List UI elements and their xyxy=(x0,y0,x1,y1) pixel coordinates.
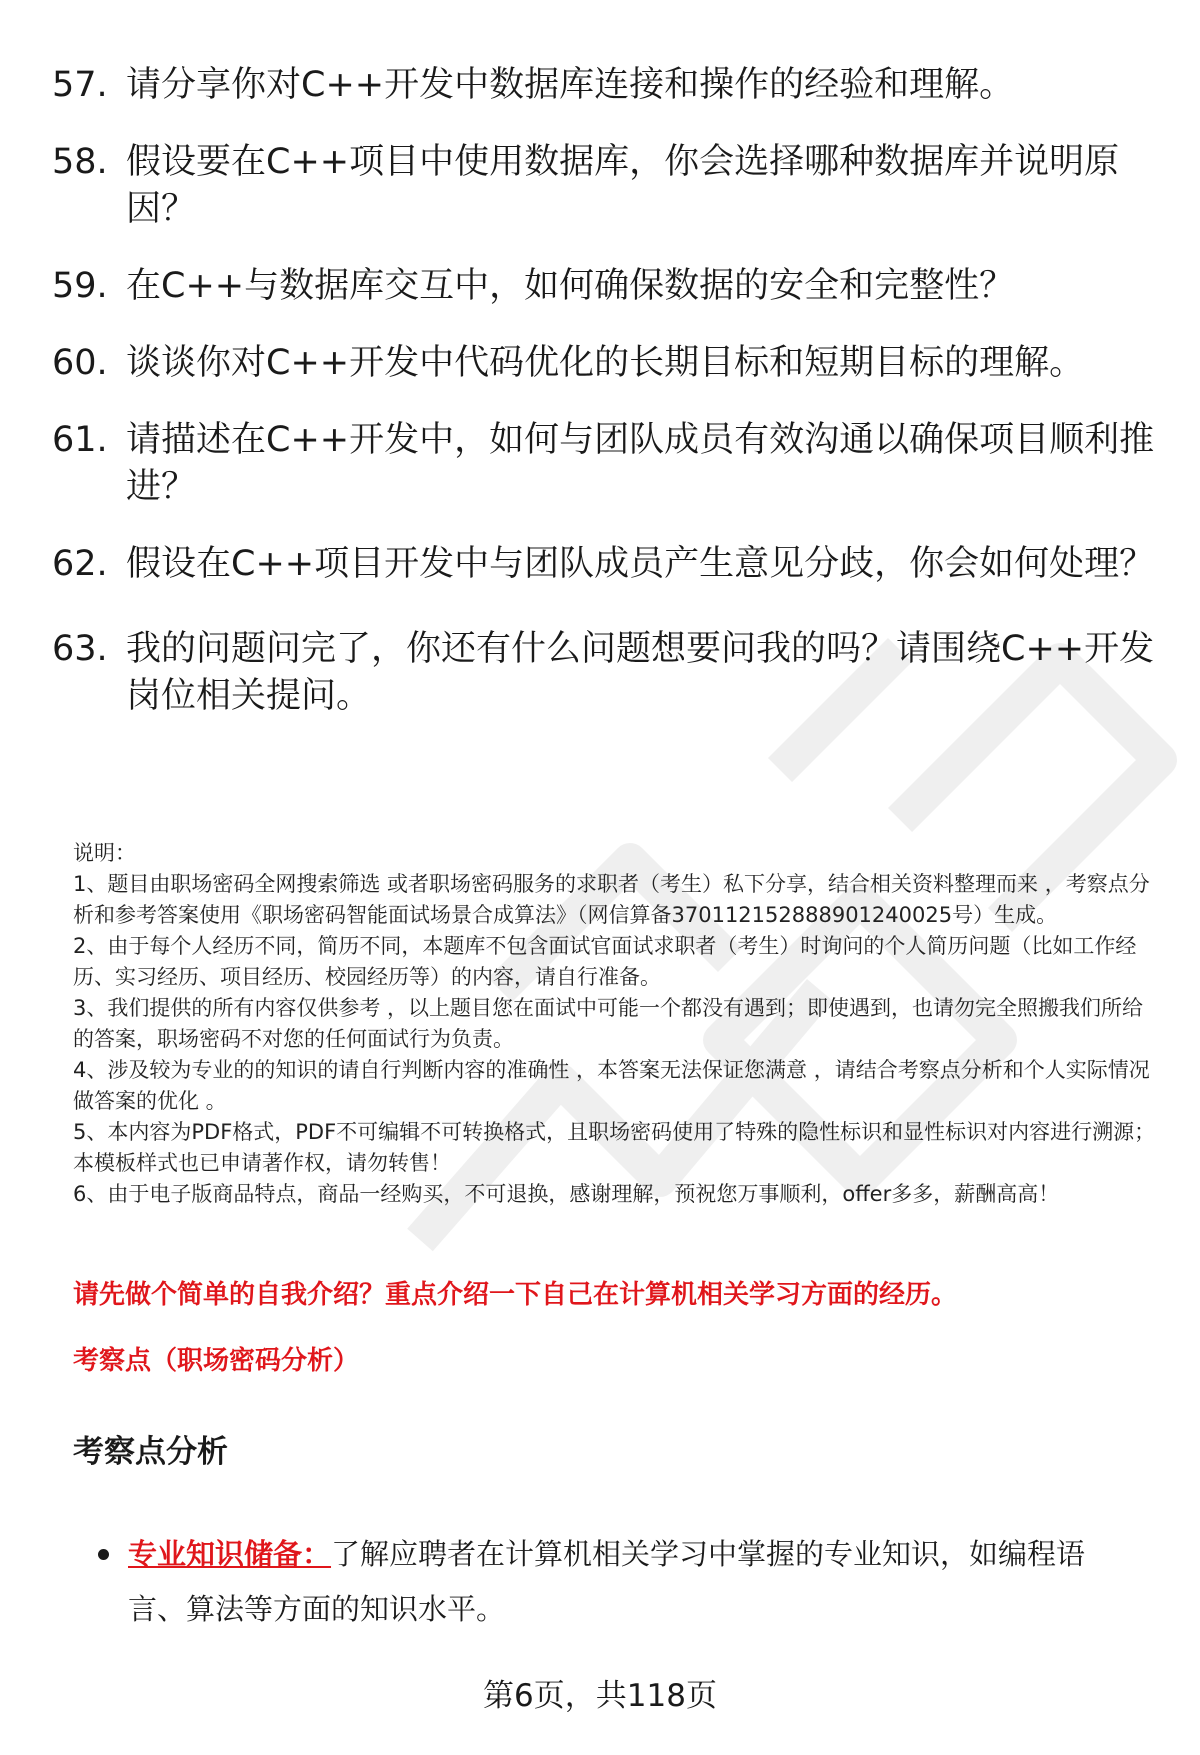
question-number: 59. xyxy=(52,266,108,306)
question-item xyxy=(52,263,1162,310)
note-item: 5、本内容为PDF格式，PDF不可编辑不可转换格式，且职场密码使用了特殊的隐性标识和显性标识对内容进行溯源；本模板样式也已申请著作权，请勿转售！ xyxy=(73,1120,1156,1175)
note-item: 3、我们提供的所有内容仅供参考 ，以上题目您在面试中可能一个都没有遇到；即使遇到，也请勿完全照搬我们所给的答案，职场密码不对您的任何面试行为负责。 xyxy=(73,996,1144,1051)
exam-point-label: 考察点（职场密码分析） xyxy=(73,1346,360,1376)
question-text: 我的问题问完了，你还有什么问题想要问我的吗？请围绕C++开发岗位相关提问。 xyxy=(126,629,1155,716)
question-text: 谈谈你对C++开发中代码优化的长期目标和短期目标的理解。 xyxy=(126,343,1085,383)
bullet-key: 专业知识储备： xyxy=(128,1537,332,1571)
question-text: 在C++与数据库交互中，如何确保数据的安全和完整性？ xyxy=(126,266,1015,306)
question-item xyxy=(52,340,1162,387)
question-number: 58. xyxy=(52,142,108,182)
note-item: 4、涉及较为专业的的知识的请自行判断内容的准确性 ，本答案无法保证您满意 ，请结合考察点分析和个人实际情况做答案的优化 。 xyxy=(73,1058,1150,1113)
notes-heading: 说明： xyxy=(73,841,136,865)
question-number: 61. xyxy=(52,420,108,460)
question-item xyxy=(52,626,1162,720)
question-number: 57. xyxy=(52,65,108,105)
question-item xyxy=(52,541,1162,588)
bullet-dot-icon xyxy=(98,1549,109,1560)
note-item: 6、由于电子版商品特点，商品一经购买，不可退换，感谢理解，预祝您万事顺利，offer多多，薪酬高高！ xyxy=(73,1182,1060,1206)
question-item xyxy=(52,417,1162,511)
highlight-question: 请先做个简单的自我介绍？重点介绍一下自己在计算机相关学习方面的经历。 xyxy=(73,1280,958,1310)
disclaimer-notes xyxy=(73,838,1163,1210)
question-text: 假设在C++项目开发中与团队成员产生意见分歧，你会如何处理？ xyxy=(126,544,1155,584)
question-list xyxy=(52,62,1162,750)
question-number: 60. xyxy=(52,343,108,383)
note-item: 2、由于每个人经历不同，简历不同，本题库不包含面试官面试求职者（考生）时询问的个人简历问题（比如工作经历、实习经历、项目经历、校园经历等）的内容，请自行准备。 xyxy=(73,934,1137,989)
bullet-text: 了解应聘者在计算机相关学习中掌握的专业知识，如编程语言、算法等方面的知识水平。 xyxy=(128,1537,1086,1626)
section-title: 考察点分析 xyxy=(73,1434,228,1470)
question-text: 请分享你对C++开发中数据库连接和操作的经验和理解。 xyxy=(126,65,1015,105)
analysis-bullet xyxy=(98,1527,1128,1637)
question-item xyxy=(52,62,1162,109)
question-number: 62. xyxy=(52,544,108,584)
note-item: 1、题目由职场密码全网搜索筛选 或者职场密码服务的求职者（考生）私下分享，结合相关资料整理而来 ，考察点分析和参考答案使用《职场密码智能面试场景合成算法》（网信算备370112152888901240025号）生成。 xyxy=(73,872,1150,927)
page-footer: 第6页，共118页 xyxy=(483,1678,717,1714)
question-number: 63. xyxy=(52,629,108,669)
question-text: 请描述在C++开发中，如何与团队成员有效沟通以确保项目顺利推进？ xyxy=(126,420,1155,507)
question-text: 假设要在C++项目中使用数据库，你会选择哪种数据库并说明原因？ xyxy=(126,142,1120,229)
question-item xyxy=(52,139,1162,233)
